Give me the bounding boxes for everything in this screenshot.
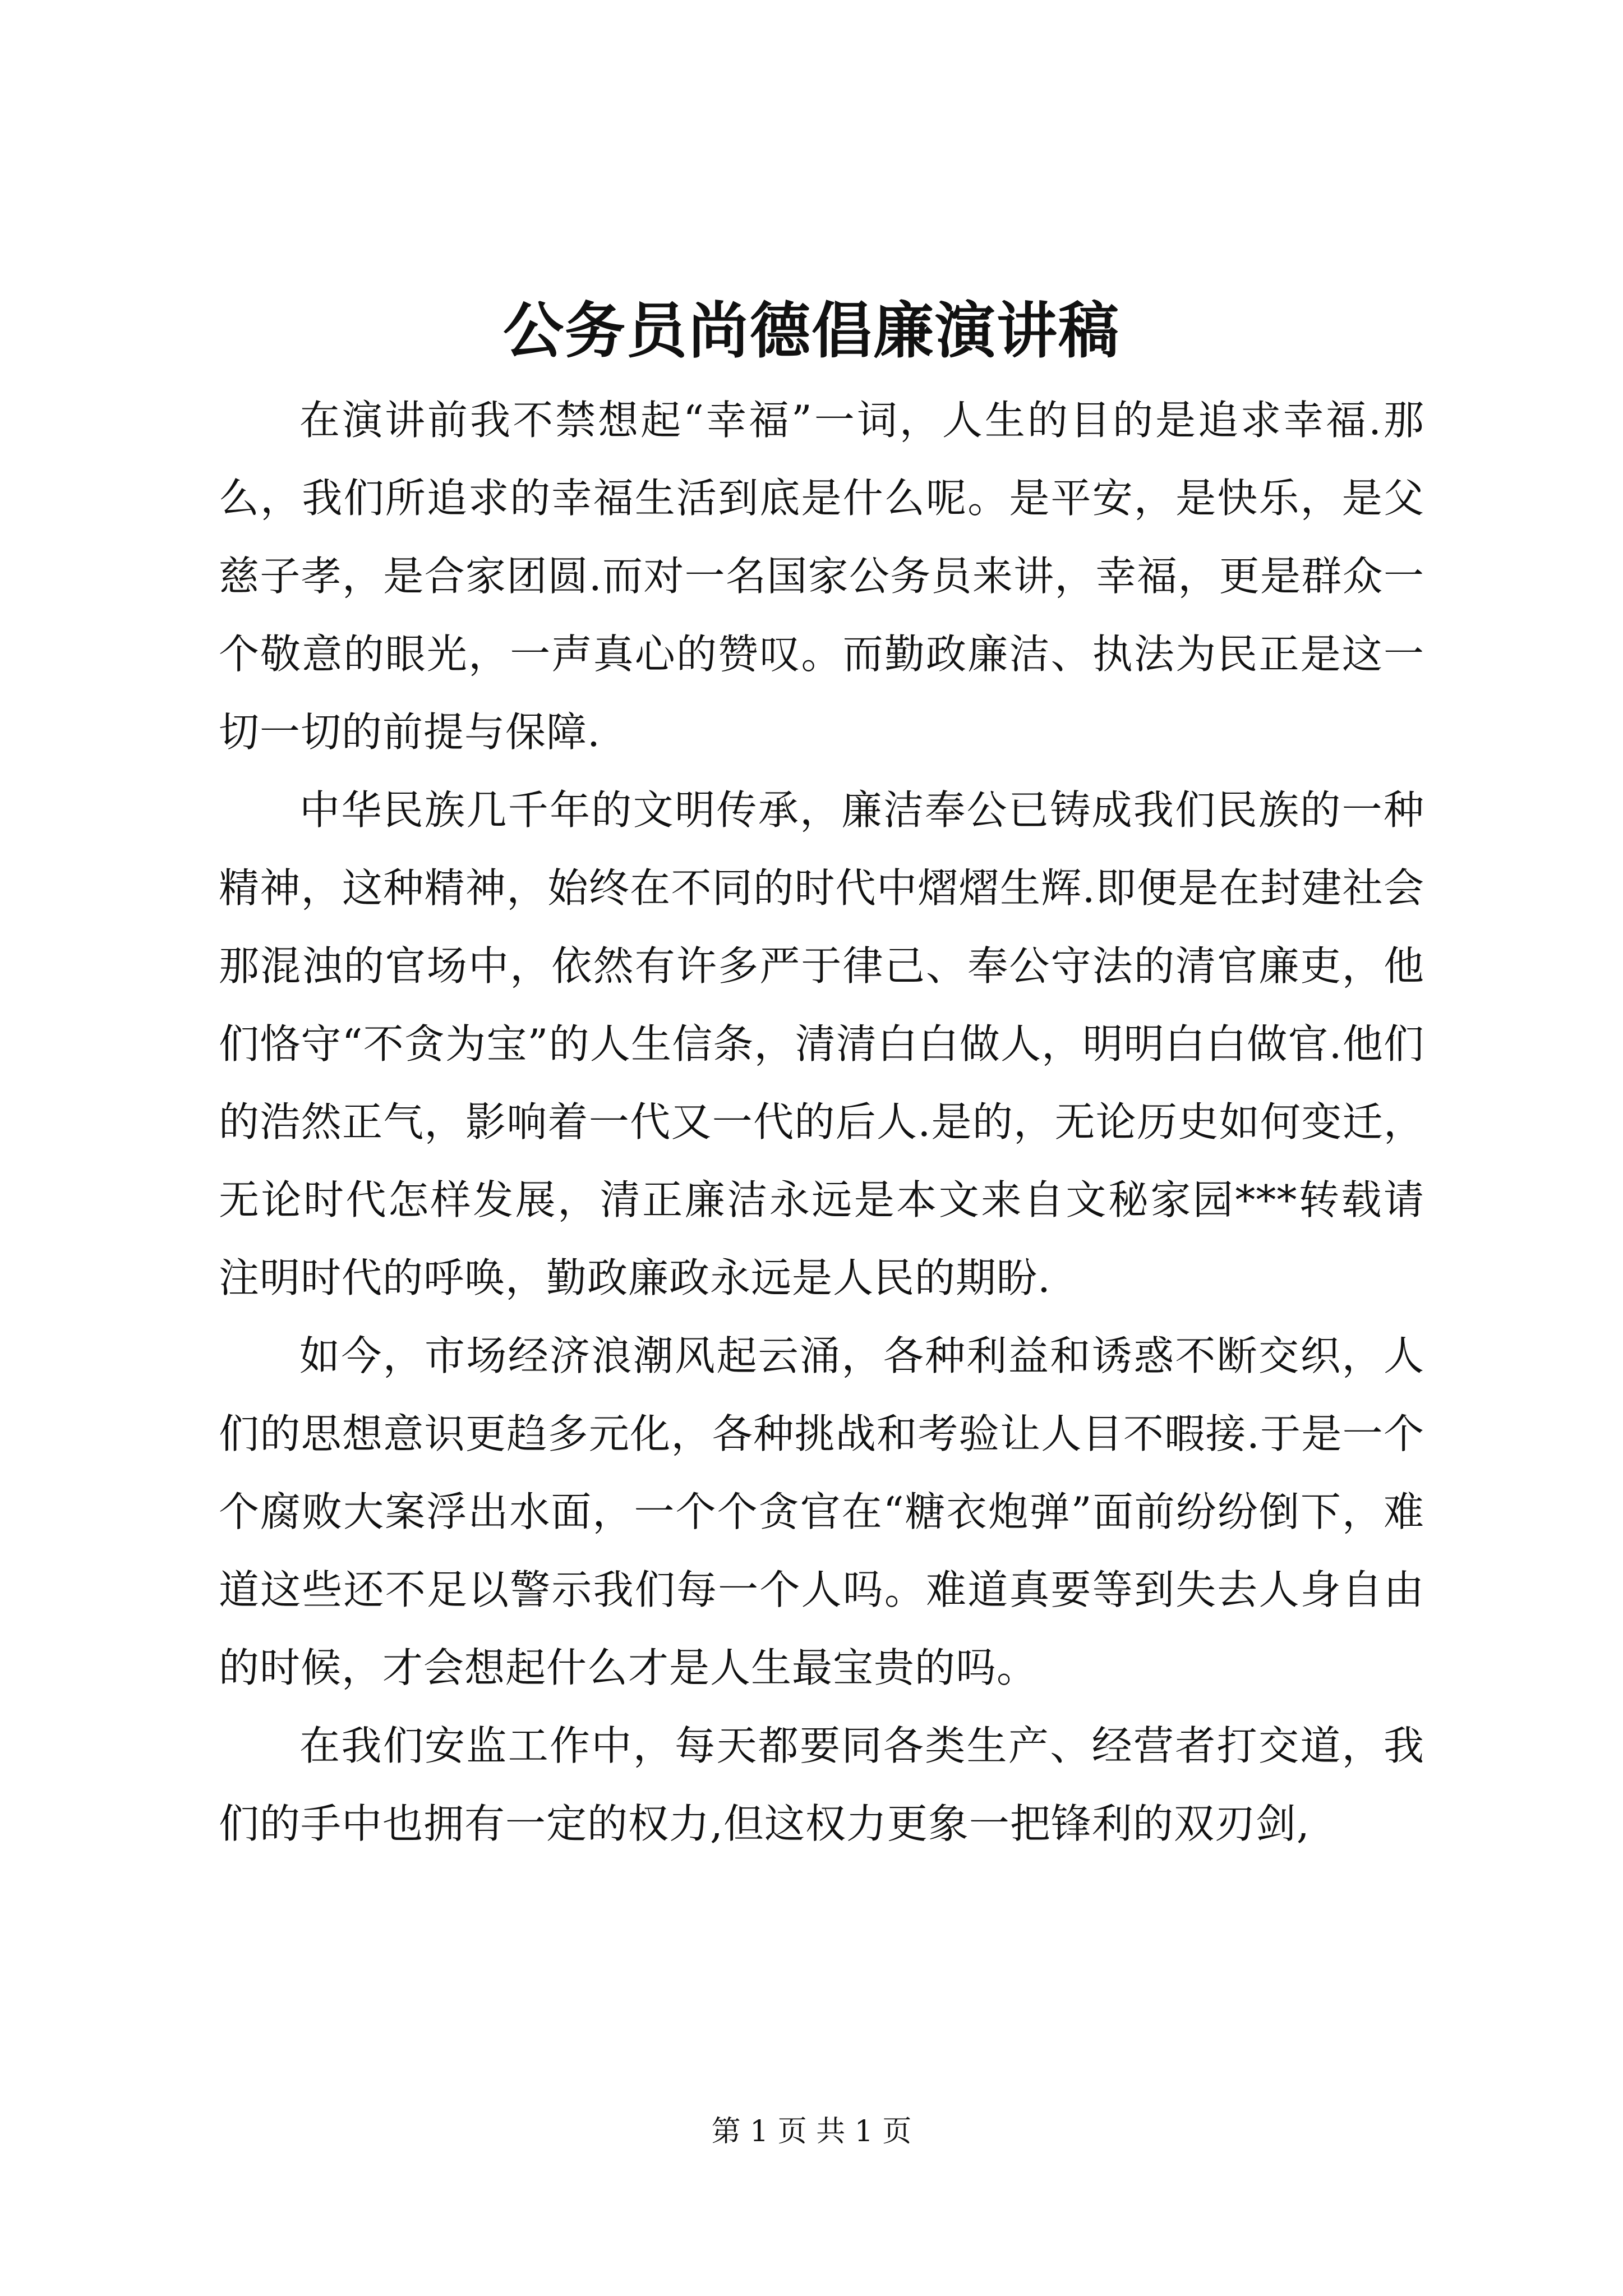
page-footer: 第 1 页 共 1 页 <box>711 2115 912 2148</box>
document-title: 公务员尚德倡廉演讲稿 <box>502 296 1120 366</box>
document-body <box>219 381 1424 1863</box>
paragraph: 在演讲前我不禁想起“幸福”一词，人生的目的是追求幸福.那么，我们所追求的幸福生活到底是什么呢。是平安，是快乐，是父慈子孝，是合家团圆.而对一名国家公务员来讲，幸福，更是群众一个敬意的眼光，一声真心的赞叹。而勤政廉洁、执法为民正是这一切一切的前提与保障. <box>219 397 1424 756</box>
paragraph: 在我们安监工作中，每天都要同各类生产、经营者打交道，我们的手中也拥有一定的权力,但这权力更象一把锋利的双刃剑, <box>219 1722 1424 1847</box>
paragraph: 中华民族几千年的文明传承，廉洁奉公已铸成我们民族的一种精神，这种精神，始终在不同的时代中熠熠生辉.即便是在封建社会那混浊的官场中，依然有许多严于律己、奉公守法的清官廉吏，他们恪守“不贪为宝”的人生信条，清清白白做人，明明白白做官.他们的浩然正气，影响着一代又一代的后人.是的，无论历史如何变迁，无论时代怎样发展，清正廉洁永远是本文来自文秘家园***转载请注明时代的呼唤，勤政廉政永远是人民的期盼. <box>219 786 1424 1301</box>
paragraph: 如今，市场经济浪潮风起云涌，各种利益和诱惑不断交织，人们的思想意识更趋多元化，各种挑战和考验让人目不暇接.于是一个个腐败大案浮出水面，一个个贪官在“糖衣炮弹”面前纷纷倒下，难道这些还不足以警示我们每一个人吗。难道真要等到失去人身自由的时候，才会想起什么才是人生最宝贵的吗。 <box>219 1332 1424 1691</box>
